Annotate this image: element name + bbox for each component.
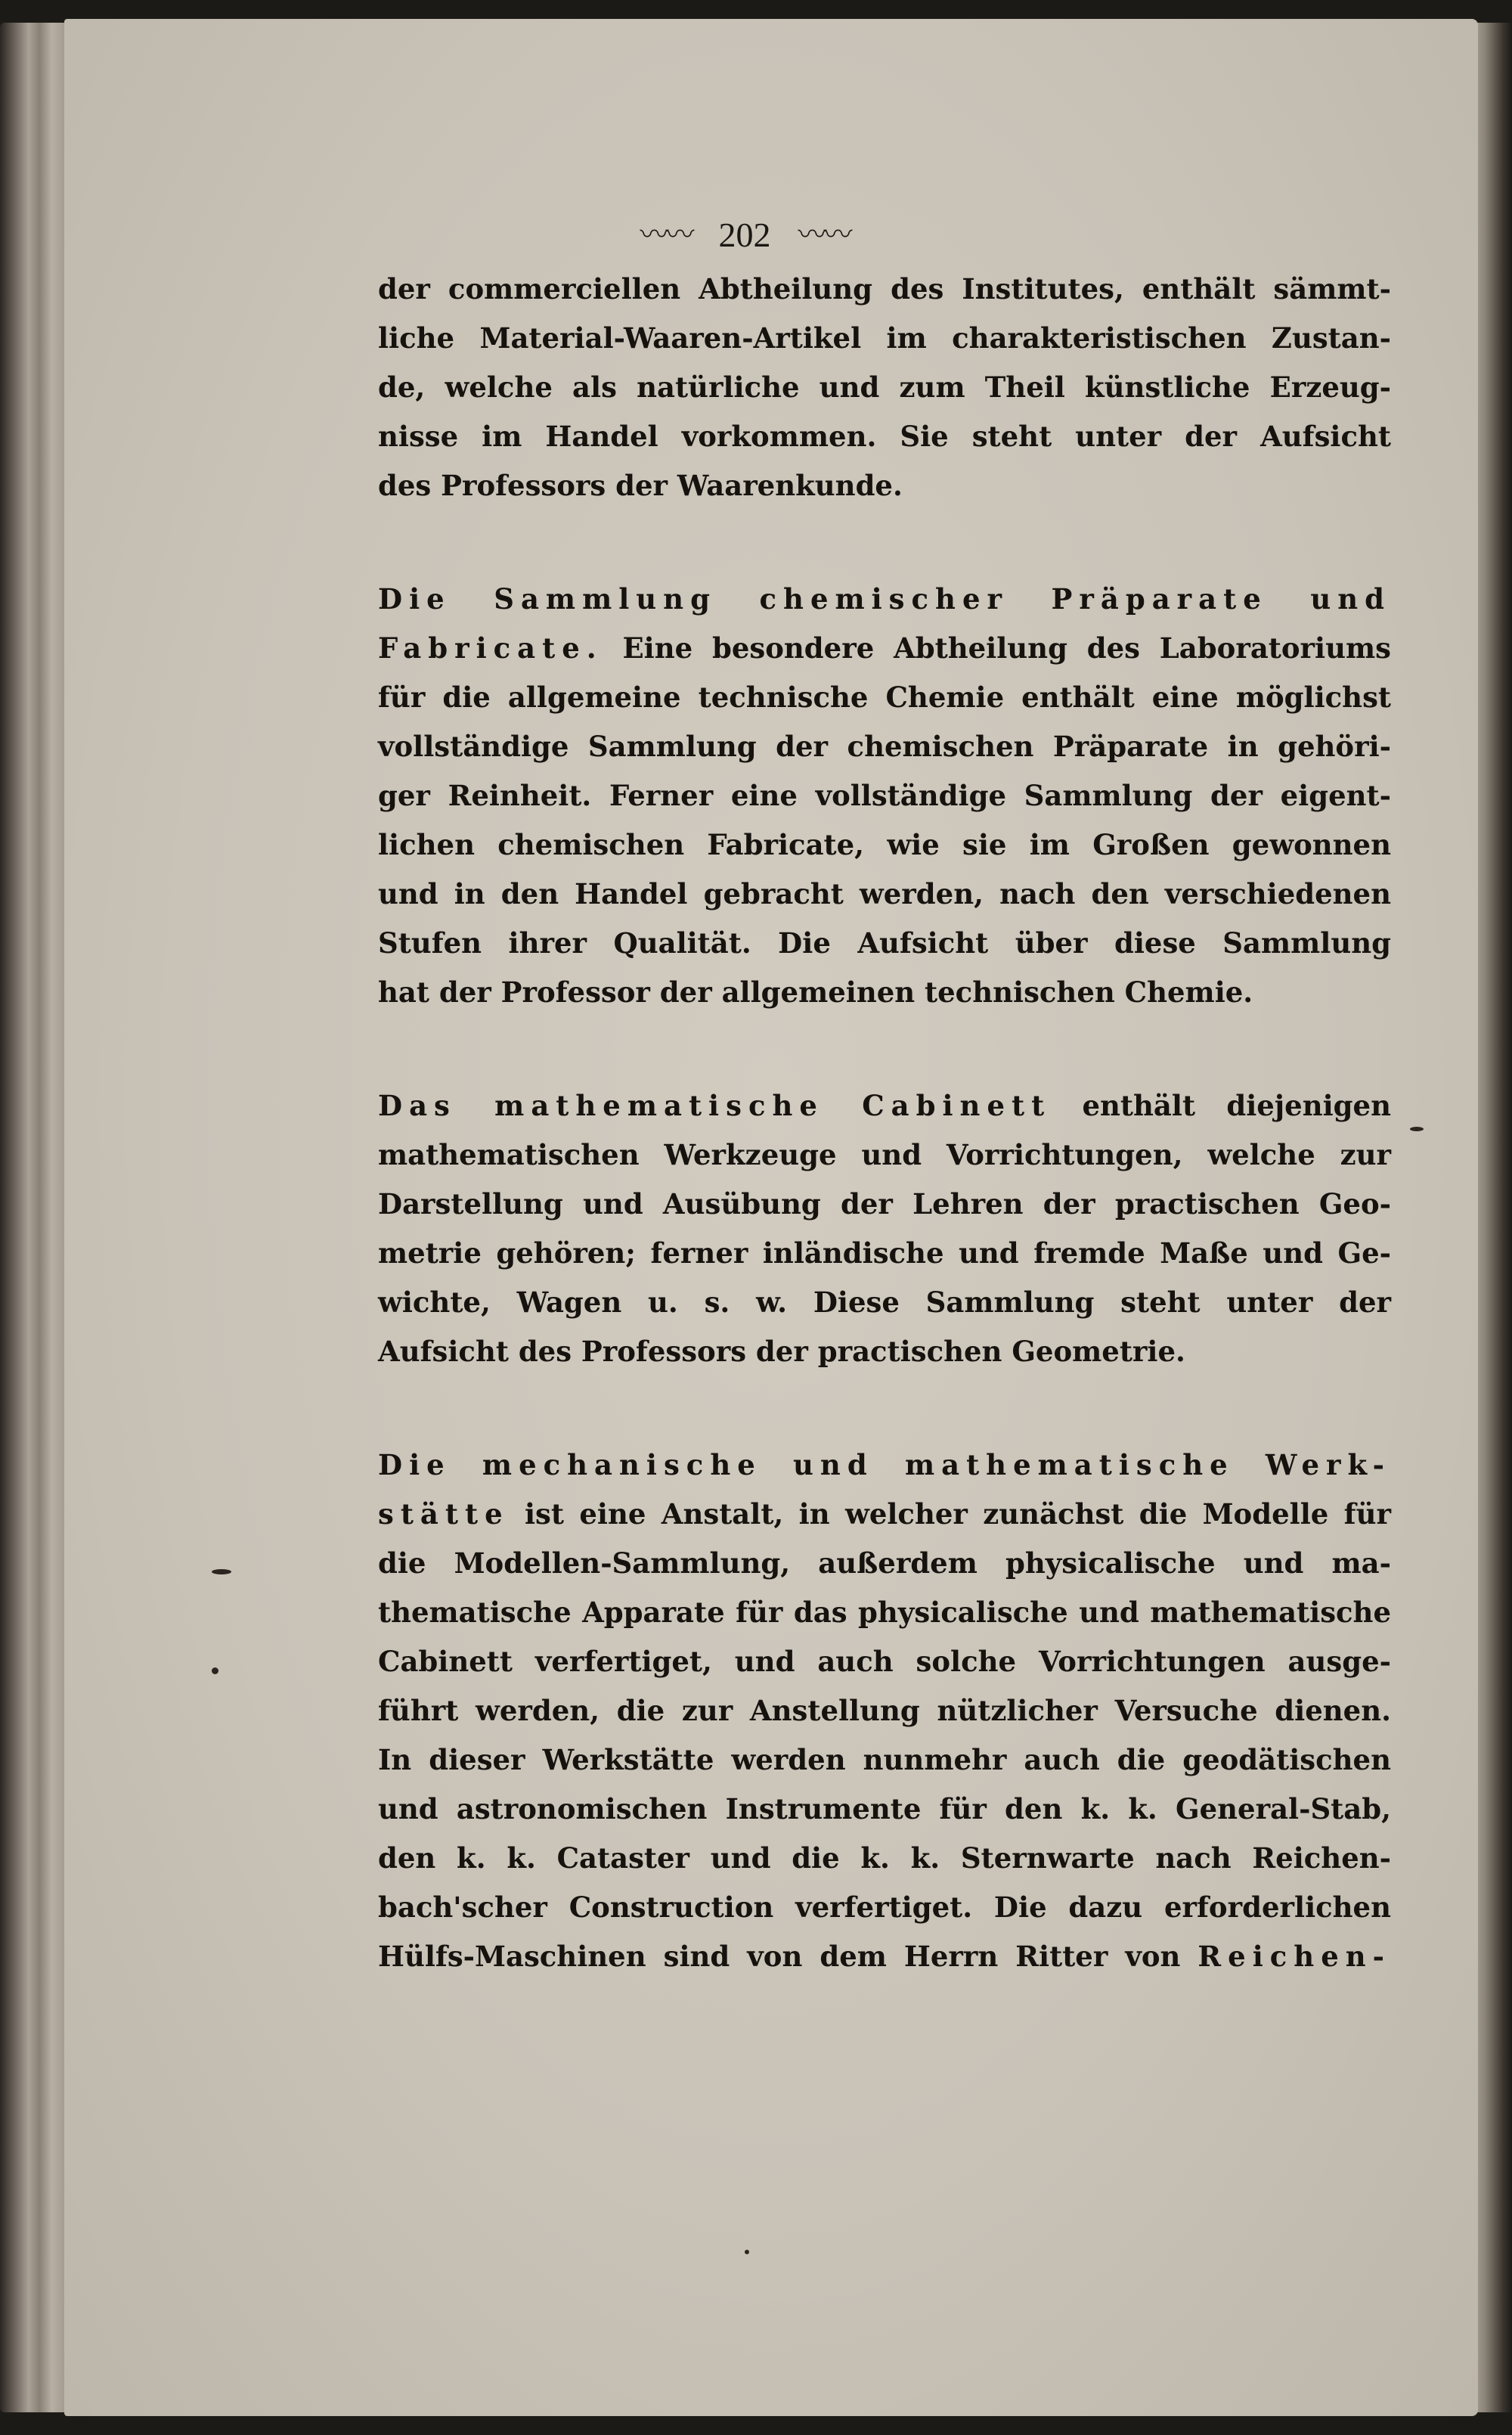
text-line: für die allgemeine technische Chemie enthält eine möglichst — [378, 681, 1391, 714]
text-line: führt werden, die zur Anstellung nützlicher Versuche dienen. — [378, 1694, 1391, 1727]
text-line: lichen chemischen Fabricate, wie sie im Großen gewonnen — [378, 828, 1391, 861]
section-heading: Die mechanische und mathematische Werk- — [378, 1448, 1391, 1481]
text-line: nisse im Handel vorkommen. Sie steht unter der Aufsicht — [378, 420, 1391, 453]
text-line: den k. k. Cataster und die k. k. Sternwarte nach Reichen- — [378, 1841, 1391, 1875]
paragraph-2 — [378, 575, 1391, 1017]
text-line: Hülfs-Maschinen sind von dem Herrn Ritter von — [378, 1940, 1181, 1973]
text-line: des Professors der Waarenkunde. — [378, 469, 903, 502]
ink-speck — [212, 1667, 218, 1674]
page-number: 202 — [718, 215, 771, 254]
header-ornament-left: 〰〰 — [640, 218, 692, 251]
text-line: de, welche als natürliche und zum Theil künstliche Erzeug- — [378, 371, 1391, 404]
section-heading: Die Sammlung chemischer Präparate und — [378, 582, 1391, 616]
text-line: liche Material-Waaren-Artikel im charakteristischen Zustan- — [378, 321, 1391, 355]
text-line: Aufsicht des Professors der practischen Geometrie. — [378, 1335, 1185, 1368]
text-line: enthält diejenigen — [1082, 1089, 1391, 1122]
text-line: hat der Professor der allgemeinen technischen Chemie. — [378, 976, 1253, 1009]
body-text — [378, 265, 1391, 1981]
spaced-name: Reichen- — [1198, 1940, 1391, 1973]
text-line: Cabinett verfertiget, und auch solche Vorrichtungen ausge- — [378, 1645, 1391, 1678]
text-line: und in den Handel gebracht werden, nach den verschiedenen — [378, 877, 1391, 910]
section-heading-continued: Fabricate. — [378, 631, 603, 665]
ink-speck — [745, 2250, 749, 2254]
text-line: Stufen ihrer Qualität. Die Aufsicht über diese Sammlung — [378, 926, 1391, 960]
text-line: metrie gehören; ferner inländische und fremde Maße und Ge- — [378, 1236, 1391, 1270]
ink-speck — [1410, 1127, 1424, 1131]
section-heading-continued: stätte — [378, 1497, 510, 1531]
header-ornament-right: 〰〰 — [798, 218, 850, 251]
ink-speck — [212, 1569, 231, 1574]
text-line: die Modellen-Sammlung, außerdem physicalische und ma- — [378, 1546, 1391, 1580]
text-line: und astronomischen Instrumente für den k. k. General-Stab, — [378, 1792, 1391, 1825]
text-line: bach'scher Construction verfertiget. Die dazu erforderlichen — [378, 1891, 1391, 1924]
text-line: ist eine Anstalt, in welcher zunächst die Modelle für — [525, 1497, 1391, 1531]
page-stack-edge — [0, 23, 72, 2412]
text-line: Darstellung und Ausübung der Lehren der practischen Geo- — [378, 1187, 1391, 1221]
text-line: ger Reinheit. Ferner eine vollständige Sammlung der eigent- — [378, 779, 1391, 812]
text-line: thematische Apparate für das physicalische und mathematische — [378, 1596, 1391, 1629]
text-line: der commerciellen Abtheilung des Institutes, enthält sämmt- — [378, 272, 1391, 306]
section-heading: Das mathematische Cabinett — [378, 1089, 1052, 1122]
text-line: In dieser Werkstätte werden nunmehr auch die geodätischen — [378, 1743, 1391, 1776]
paragraph-1 — [378, 265, 1391, 510]
text-line: Eine besondere Abtheilung des Laboratoriums — [622, 631, 1391, 665]
paragraph-4 — [378, 1441, 1391, 1981]
text-line: wichte, Wagen u. s. w. Diese Sammlung steht unter der — [378, 1286, 1391, 1319]
text-line: vollständige Sammlung der chemischen Präparate in gehöri- — [378, 730, 1391, 763]
text-line: mathematischen Werkzeuge und Vorrichtungen, welche zur — [378, 1138, 1391, 1171]
paragraph-3 — [378, 1081, 1391, 1376]
